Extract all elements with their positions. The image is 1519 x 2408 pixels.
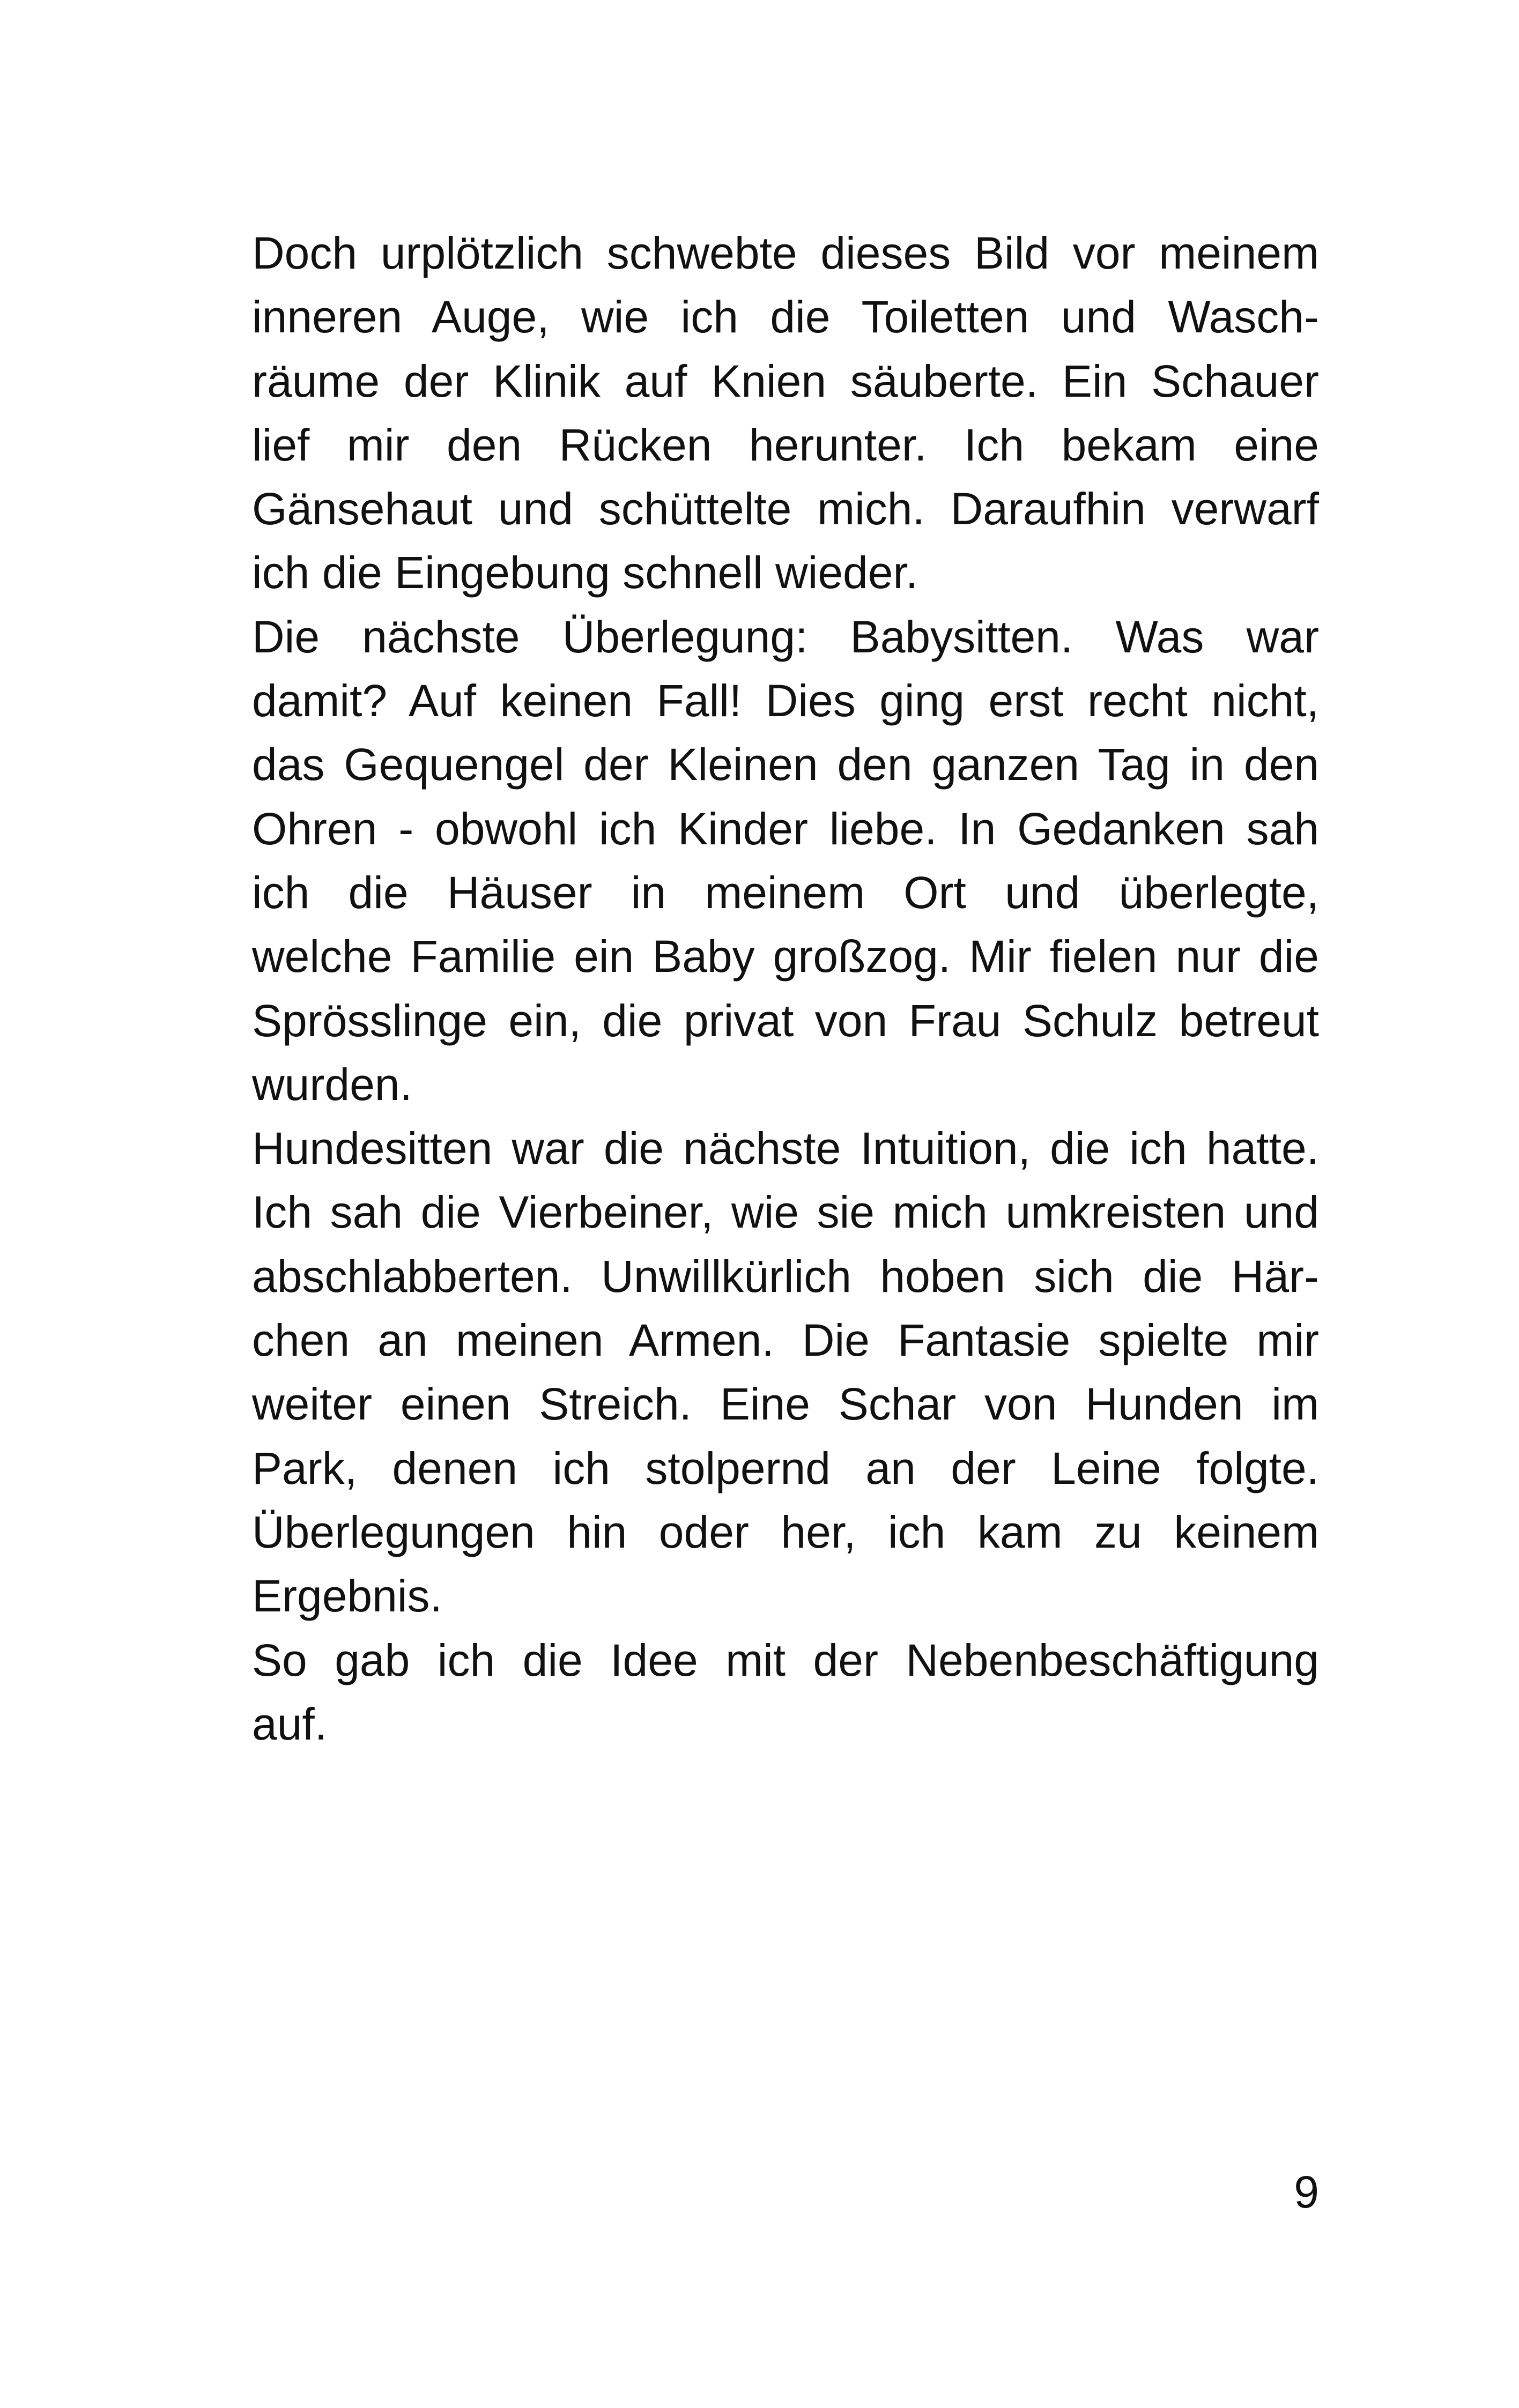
text-line: das Gequengel der Kleinen den ganzen Tag in den [252, 739, 1319, 790]
text-line: Park, denen ich stolpernd an der Leine folgte. [252, 1443, 1319, 1493]
text-line: Sprösslinge ein, die privat von Frau Schulz betreut [252, 995, 1319, 1046]
text-line: lief mir den Rücken herunter. Ich bekam eine [252, 419, 1319, 470]
text-line: Hundesitten war die nächste Intuition, die ich hatte. [252, 1123, 1319, 1174]
text-line: Doch urplötzlich schwebte dieses Bild vor meinem [252, 228, 1319, 278]
text-line: Ergebnis. [252, 1571, 442, 1622]
text-line: abschlabberten. Unwillkürlich hoben sich die Här- [252, 1251, 1319, 1302]
text-line: So gab ich die Idee mit der Nebenbeschäftigung [252, 1634, 1319, 1685]
text-line: Überlegungen hin oder her, ich kam zu keinem [252, 1506, 1319, 1557]
body-text [252, 221, 1319, 1756]
text-line: auf. [252, 1698, 328, 1749]
text-line: inneren Auge, wie ich die Toiletten und Wasch- [252, 292, 1319, 343]
text-line: räume der Klinik auf Knien säuberte. Ein Schauer [252, 355, 1319, 406]
text-line: wurden. [252, 1059, 412, 1110]
text-line: Ohren - obwohl ich Kinder liebe. In Gedanken sah [252, 803, 1319, 854]
text-line: ich die Häuser in meinem Ort und überlegte, [252, 867, 1319, 918]
text-line: damit? Auf keinen Fall! Dies ging erst recht nicht, [252, 675, 1319, 726]
text-line: chen an meinen Armen. Die Fantasie spielte mir [252, 1315, 1319, 1366]
text-line: welche Familie ein Baby großzog. Mir fielen nur die [252, 931, 1319, 982]
text-line: Ich sah die Vierbeiner, wie sie mich umkreisten und [252, 1187, 1319, 1238]
text-line: ich die Eingebung schnell wieder. [252, 547, 918, 598]
page-number: 9 [1294, 2167, 1319, 2217]
text-line: Gänsehaut und schüttelte mich. Daraufhin verwarf [252, 484, 1319, 534]
text-line: weiter einen Streich. Eine Schar von Hunden im [252, 1379, 1319, 1430]
text-line: Die nächste Überlegung: Babysitten. Was war [252, 611, 1319, 662]
